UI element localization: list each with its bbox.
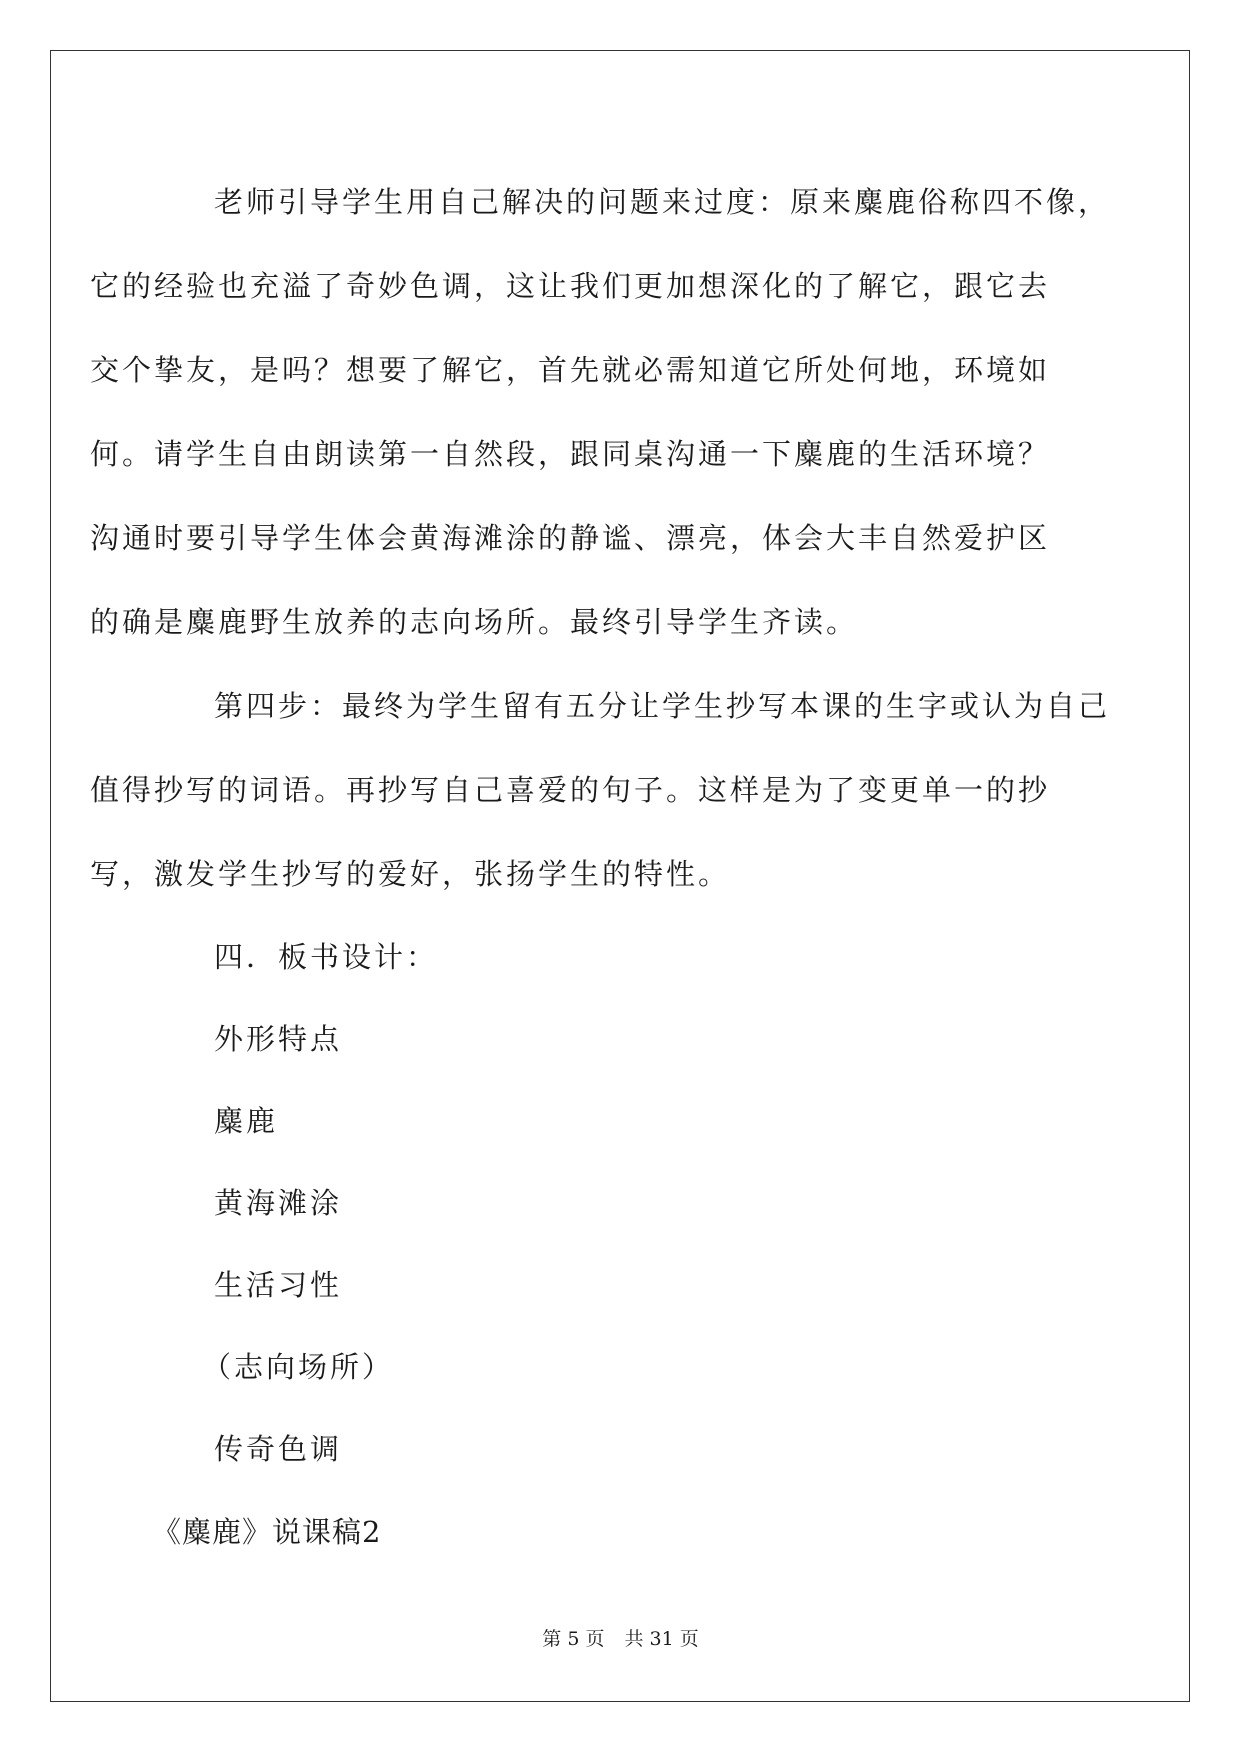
total-pages: 共 31 页 xyxy=(624,1628,699,1650)
board-item-habits: 生活习性 xyxy=(214,1268,343,1302)
document-body xyxy=(90,160,1111,1574)
board-item-elk: 麋鹿 xyxy=(214,1104,279,1138)
paragraph-guidance xyxy=(90,160,1111,664)
next-section-title: 《麋鹿》说课稿2 xyxy=(152,1515,382,1549)
text-line: 第四步：最终为学生留有五分让学生抄写本课的生字或认为自己 xyxy=(214,689,1111,723)
board-design-heading: 四．板书设计： xyxy=(214,940,439,974)
text-line: 沟通时要引导学生体会黄海滩涂的静谧、漂亮，体会大丰自然爱护区 xyxy=(90,521,1051,555)
board-item-appearance: 外形特点 xyxy=(214,1022,343,1056)
text-line: 老师引导学生用自己解决的问题来过度：原来麋鹿俗称四不像， xyxy=(214,185,1111,219)
text-line: 何。请学生自由朗读第一自然段，跟同桌沟通一下麋鹿的生活环境？ xyxy=(90,437,1051,471)
text-line: 写，激发学生抄写的爱好，张扬学生的特性。 xyxy=(90,857,731,891)
text-line: 值得抄写的词语。再抄写自己喜爱的句子。这样是为了变更单一的抄 xyxy=(90,773,1051,807)
page-number: 第 5 页 xyxy=(542,1628,605,1650)
text-line: 的确是麋鹿野生放养的志向场所。最终引导学生齐读。 xyxy=(90,605,859,639)
paragraph-step-four xyxy=(90,664,1111,916)
board-item-ideal-place: （志向场所） xyxy=(202,1350,395,1384)
board-item-mudflat: 黄海滩涂 xyxy=(214,1186,343,1220)
board-item-legend: 传奇色调 xyxy=(214,1432,343,1466)
text-line: 交个挚友，是吗？想要了解它，首先就必需知道它所处何地，环境如 xyxy=(90,353,1051,387)
page-footer xyxy=(0,1624,1241,1651)
text-line: 它的经验也充溢了奇妙色调，这让我们更加想深化的了解它，跟它去 xyxy=(90,269,1051,303)
